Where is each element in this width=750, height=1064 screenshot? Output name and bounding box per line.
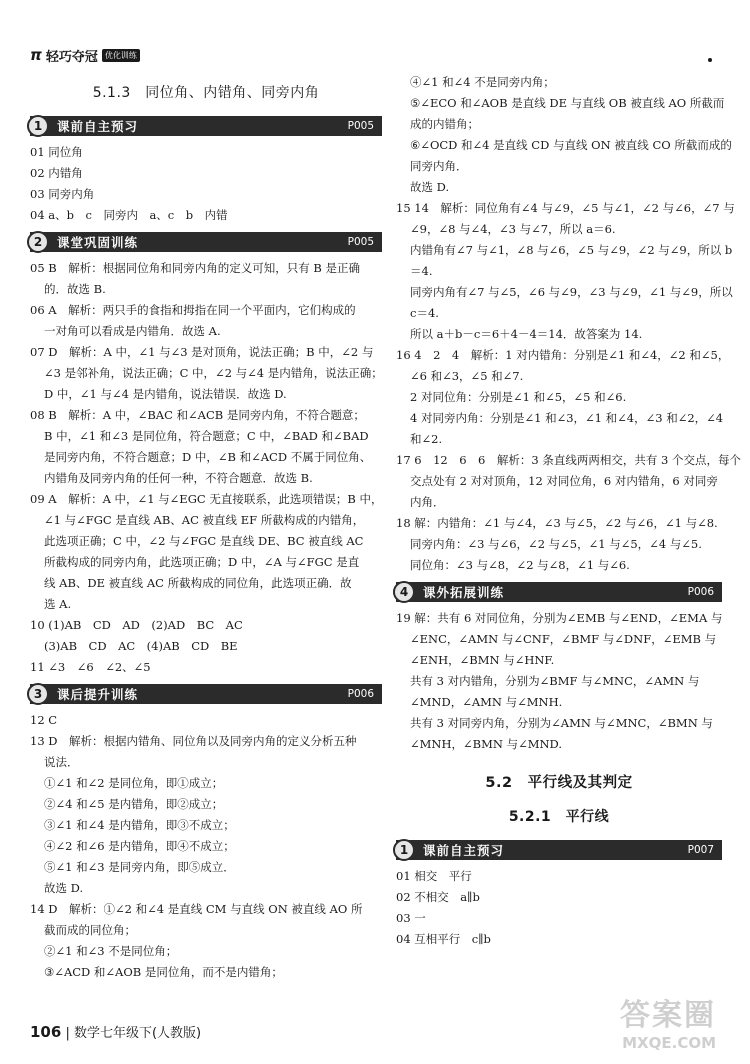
answer-line: 选 A.	[44, 597, 72, 611]
answer-line: D 中，∠1 与∠4 是内错角，说法错误．故选 D.	[44, 387, 287, 401]
answer-line: 一对角可以看成是内错角．故选 A.	[44, 324, 221, 338]
answer-line: ∠MNH，∠BMN 与∠MND.	[410, 737, 563, 751]
heading-bar-prep-2	[396, 840, 722, 860]
answer-line: 交点处有 2 对对顶角，12 对同位角，6 对内错角，6 对同旁	[410, 474, 718, 488]
answer-line: 04 a、b c 同旁内 a、c b 内错	[30, 208, 228, 222]
answer-line: 01 相交 平行	[396, 869, 472, 883]
answer-line: 是同旁内角，不符合题意；D 中，∠B 和∠ACD 不属于同位角、	[44, 450, 372, 464]
answer-line: ④∠2 和∠6 是内错角，即④不成立；	[44, 839, 235, 853]
answer-line: 同旁内角：∠3 与∠6，∠2 与∠5，∠1 与∠5，∠4 与∠5.	[410, 537, 702, 551]
answer-line: 共有 3 对同旁内角，分别为∠AMN 与∠MNC，∠BMN 与	[410, 716, 713, 730]
answer-line: 09 A 解析：A 中，∠1 与∠EGC 无直接联系，此选项错误；B 中，	[30, 492, 383, 506]
brand-badge: 优化训练	[102, 49, 140, 62]
bar-number: 1	[393, 839, 415, 861]
answer-line: 11 ∠3 ∠6 ∠2、∠5	[30, 660, 151, 674]
corner-dot	[708, 58, 712, 62]
answer-line: 07 D 解析：A 中，∠1 与∠3 是对顶角，说法正确；B 中，∠2 与	[30, 345, 374, 359]
answer-line: ＝4.	[410, 264, 433, 278]
watermark	[620, 990, 716, 1052]
answer-line: 内错角有∠7 与∠1，∠8 与∠6，∠5 与∠9，∠2 与∠9，所以 b	[410, 243, 733, 257]
answer-line: 和∠2.	[410, 432, 443, 446]
bar-page-ref: P005	[347, 120, 374, 132]
section-title-521: 5.2.1 平行线	[508, 809, 610, 825]
answer-line: ∠9，∠8 与∠4，∠3 与∠7，所以 a＝6.	[410, 222, 616, 236]
page-footer	[30, 1022, 201, 1041]
left-column	[30, 70, 382, 983]
answer-line: 故选 D.	[410, 180, 450, 194]
answer-line: ∠6 和∠3，∠5 和∠7.	[410, 369, 524, 383]
answer-line: ②∠4 和∠5 是内错角，即②成立；	[44, 797, 224, 811]
book-title: 数学七年级下(人教版)	[73, 1026, 202, 1041]
extension-answers	[396, 608, 722, 755]
bar-label: 课堂巩固训练	[57, 235, 139, 250]
answer-line: 14 D 解析：①∠2 和∠4 是直线 CM 与直线 ON 被直线 AO 所	[30, 902, 363, 916]
continued-answers	[396, 72, 741, 576]
answer-line: ∠MND，∠AMN 与∠MNH.	[410, 695, 563, 709]
answer-line: 17 6 12 6 6 解析：3 条直线两两相交，共有 3 个交点，每个	[396, 453, 741, 467]
answer-line: 15 14 解析：同位角有∠4 与∠9，∠5 与∠1，∠2 与∠6，∠7 与	[396, 201, 735, 215]
bar-label: 课外拓展训练	[423, 585, 505, 600]
answer-line: 线 AB、DE 被直线 AC 所截构成的同位角，此选项正确．故	[44, 576, 352, 590]
answer-line: ∠ENH，∠BMN 与∠HNF.	[410, 653, 555, 667]
answer-line: 说法．	[44, 755, 79, 769]
bar-label: 课前自主预习	[423, 843, 505, 858]
answer-line: 此选项正确；C 中，∠2 与∠FGC 是直线 DE、BC 被直线 AC	[44, 534, 364, 548]
prep-answers-2	[396, 866, 722, 950]
answer-line: ⑤∠1 和∠3 是同旁内角，即⑤成立．	[44, 860, 235, 874]
answer-line: 内错角及同旁内角的任何一种，不符合题意．故选 B.	[44, 471, 313, 485]
answer-line: 故选 D.	[44, 881, 84, 895]
bar-page-ref: P005	[347, 236, 374, 248]
answer-line: 03 同旁内角	[30, 187, 95, 201]
answer-line: 02 内错角	[30, 166, 83, 180]
answer-line: ③∠1 和∠4 是内错角，即③不成立；	[44, 818, 235, 832]
answer-line: 01 同位角	[30, 145, 83, 159]
section-title-52: 5.2 平行线及其判定	[485, 775, 633, 791]
bar-label: 课前自主预习	[57, 119, 139, 134]
heading-bar-after	[30, 684, 382, 704]
bar-number: 1	[27, 115, 49, 137]
brand-name: 轻巧夺冠	[45, 49, 98, 65]
answer-line: 12 C	[30, 713, 58, 727]
answer-line: ④∠1 和∠4 不是同旁内角；	[410, 75, 555, 89]
answer-line: ∠1 与∠FGC 是直线 AB、AC 被直线 EF 所截构成的内错角，	[44, 513, 365, 527]
bar-page-ref: P007	[687, 844, 714, 856]
brand-logo: π	[30, 46, 42, 64]
bar-page-ref: P006	[347, 688, 374, 700]
bar-number: 2	[27, 231, 49, 253]
answer-line: 4 对同旁内角：分别是∠1 和∠3，∠1 和∠4，∠3 和∠2，∠4	[410, 411, 724, 425]
after-answers	[30, 710, 382, 983]
bar-number: 4	[393, 581, 415, 603]
brand	[30, 46, 140, 64]
section-title-513: 5.1.3 同位角、内错角、同旁内角	[92, 85, 320, 101]
bar-page-ref: P006	[687, 586, 714, 598]
heading-bar-extension	[396, 582, 722, 602]
answer-line: 成的内错角；	[410, 117, 479, 131]
answer-line: 06 A 解析：两只手的食指和拇指在同一个平面内，它们构成的	[30, 303, 356, 317]
class-answers	[30, 258, 382, 678]
answer-line: 10 (1)AB CD AD (2)AD BC AC	[30, 618, 243, 632]
heading-bar-prep	[30, 116, 382, 136]
answer-line: 04 互相平行 c∥b	[396, 932, 491, 946]
answer-line: ⑤∠ECO 和∠AOB 是直线 DE 与直线 OB 被直线 AO 所截而	[410, 96, 725, 110]
page-number: 106	[30, 1023, 62, 1041]
answer-line: ∠3 是邻补角，说法正确；C 中，∠2 与∠4 是内错角，说法正确；	[44, 366, 383, 380]
answer-line: ②∠1 和∠3 不是同位角；	[44, 944, 178, 958]
prep-answers	[30, 142, 382, 226]
watermark-en: MXQE.COM	[622, 1034, 716, 1052]
answer-line: 所以 a＋b－c＝6＋4－4＝14．故答案为 14.	[410, 327, 643, 341]
answer-line: 同旁内角有∠7 与∠5，∠6 与∠9，∠3 与∠9，∠1 与∠9，所以	[410, 285, 733, 299]
watermark-cn: 答案圈	[620, 998, 716, 1033]
answer-line: 截而成的同位角；	[44, 923, 136, 937]
answer-line: 02 不相交 a∥b	[396, 890, 480, 904]
footer-separator: |	[65, 1026, 70, 1041]
answer-line: 08 B 解析：A 中，∠BAC 和∠ACB 是同旁内角，不符合题意；	[30, 408, 365, 422]
answer-line: 05 B 解析：根据同位角和同旁内角的定义可知，只有 B 是正确	[30, 261, 360, 275]
answer-line: ⑥∠OCD 和∠4 是直线 CD 与直线 ON 被直线 CO 所截而成的	[410, 138, 732, 152]
answer-line: (3)AB CD AC (4)AB CD BE	[44, 639, 238, 653]
bar-number: 3	[27, 683, 49, 705]
answer-line: B 中，∠1 和∠3 是同位角，符合题意；C 中，∠BAD 和∠BAD	[44, 429, 369, 443]
answer-line: 2 对同位角：分别是∠1 和∠5，∠5 和∠6.	[410, 390, 627, 404]
answer-line: 所截构成的同旁内角，此选项正确；D 中，∠A 与∠FGC 是直	[44, 555, 360, 569]
answer-line: 13 D 解析：根据内错角、同位角以及同旁内角的定义分析五种	[30, 734, 357, 748]
answer-line: 同旁内角．	[410, 159, 468, 173]
bar-label: 课后提升训练	[57, 687, 139, 702]
right-column	[396, 70, 741, 950]
answer-line: 16 4 2 4 解析：1 对内错角：分别是∠1 和∠4，∠2 和∠5，	[396, 348, 730, 362]
answer-line: 的．故选 B.	[44, 282, 106, 296]
answer-line: 同位角：∠3 与∠8，∠2 与∠8，∠1 与∠6.	[410, 558, 630, 572]
answer-line: ∠ENC，∠AMN 与∠CNF，∠BMF 与∠DNF，∠EMB 与	[410, 632, 717, 646]
answer-line: 19 解：共有 6 对同位角，分别为∠EMB 与∠END，∠EMA 与	[396, 611, 723, 625]
answer-line: c＝4.	[410, 306, 439, 320]
answer-line: ③∠ACD 和∠AOB 是同位角，而不是内错角；	[44, 965, 283, 979]
answer-line: 内角．	[410, 495, 445, 509]
heading-bar-class	[30, 232, 382, 252]
answer-line: 18 解：内错角：∠1 与∠4，∠3 与∠5，∠2 与∠6，∠1 与∠8.	[396, 516, 718, 530]
answer-line: ①∠1 和∠2 是同位角，即①成立；	[44, 776, 224, 790]
answer-line: 共有 3 对内错角，分别为∠BMF 与∠MNC，∠AMN 与	[410, 674, 700, 688]
answer-line: 03 一	[396, 911, 426, 925]
